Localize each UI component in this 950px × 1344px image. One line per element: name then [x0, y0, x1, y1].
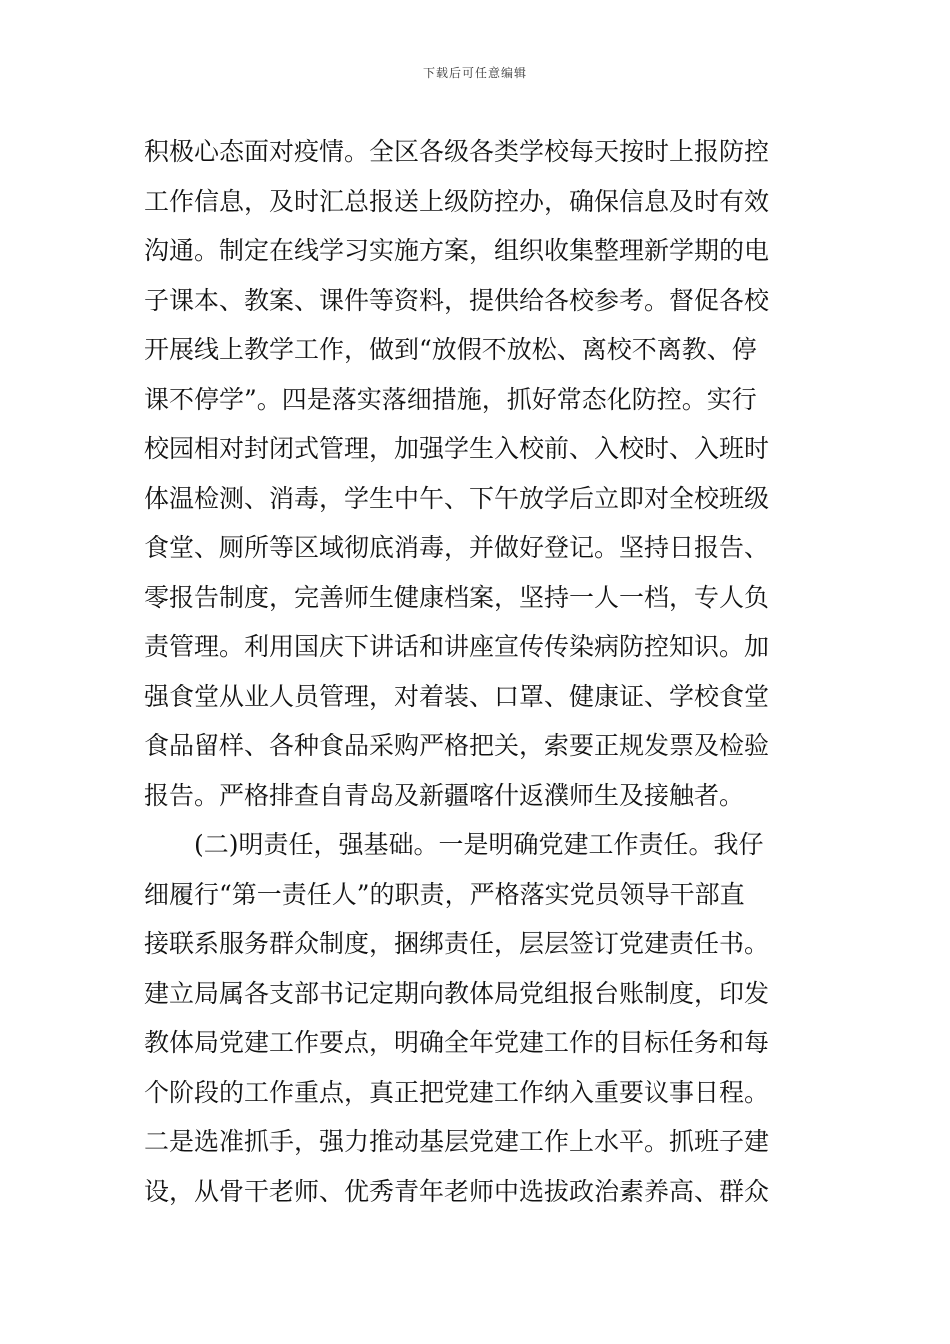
text-line: 强食堂从业人员管理，对着装、口罩、健康证、学校食堂 [144, 681, 770, 711]
text-line: 个阶段的工作重点，真正把党建工作纳入重要议事日程。 [144, 1077, 770, 1107]
text-line: 校园相对封闭式管理，加强学生入校前、入校时、入班时 [144, 434, 770, 463]
text-line: 开展线上教学工作，做到“放假不放松、离校不离教、停 [144, 335, 757, 364]
text-line: 建立局属各支部书记定期向教体局党组报台账制度，印发 [144, 978, 770, 1008]
text-line: 责管理。利用国庆下讲话和讲座宣传传染病防控知识。加 [144, 632, 770, 661]
text-line: 二是选准抓手，强力推动基层党建工作上水平。抓班子建 [144, 1127, 770, 1156]
text-line: 教体局党建工作要点，明确全年党建工作的目标任务和每 [144, 1028, 770, 1057]
text-line: 细履行“第一责任人”的职责，严格落实党员领导干部直 [144, 879, 745, 909]
text-line: 工作信息，及时汇总报送上级防控办，确保信息及时有效 [144, 186, 770, 216]
text-line: 零报告制度，完善师生健康档案，坚持一人一档，专人负 [144, 582, 770, 612]
text-line: 设，从骨干老师、优秀青年老师中选拔政治素养高、群众 [144, 1176, 770, 1206]
text-line: 积极心态面对疫情。全区各级各类学校每天按时上报防控 [144, 137, 770, 166]
text-line: 报告。严格排查自青岛及新疆喀什返濮师生及接触者。 [144, 780, 745, 810]
text-line: 子课本、教案、课件等资料，提供给各校参考。督促各校 [144, 285, 770, 315]
paragraph-start-line: (二)明责任，强基础。一是明确党建工作责任。我仔 [194, 830, 764, 859]
text-line: 课不停学”。四是落实落细措施，抓好常态化防控。实行 [144, 384, 757, 414]
page-header-note: 下载后可任意编辑 [422, 66, 527, 80]
text-line: 沟通。制定在线学习实施方案，组织收集整理新学期的电 [144, 236, 770, 265]
document-body [144, 127, 814, 1216]
text-line: 食品留样、各种食品采购严格把关，索要正规发票及检验 [144, 731, 770, 760]
text-line: 食堂、厕所等区域彻底消毒，并做好登记。坚持日报告、 [144, 533, 770, 562]
text-line: 接联系服务群众制度，捆绑责任，层层签订党建责任书。 [144, 929, 770, 958]
text-line: 体温检测、消毒，学生中午、下午放学后立即对全校班级 [144, 483, 770, 513]
